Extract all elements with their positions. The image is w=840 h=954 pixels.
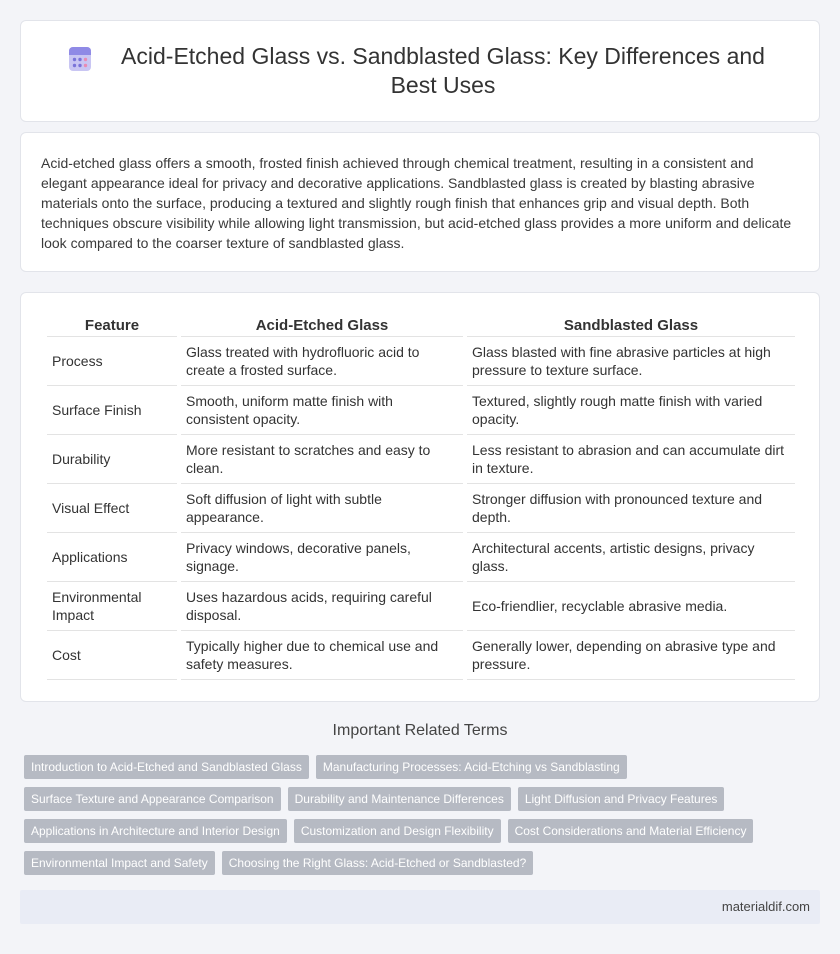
table-row — [47, 386, 795, 435]
intro-paragraph: Acid-etched glass offers a smooth, frosted finish achieved through chemical treatment, resulting in a consistent and elegant appearance ideal for privacy and decorative applications. Sandblasted glass is created by blasting abrasive materials onto the surface, producing a textured and slightly rough finish that enhances grip and visual depth. Both techniques obscure visibility while allowing light transmission, but acid-etched glass provides a more uniform and delicate look compared to the coarser texture of sandblasted glass. — [41, 155, 792, 251]
feature-cell: Cost — [47, 631, 177, 680]
related-term-tag[interactable]: Customization and Design Flexibility — [294, 819, 501, 843]
related-term-tag[interactable]: Surface Texture and Appearance Comparison — [24, 787, 281, 811]
header — [21, 21, 819, 121]
acid-etched-cell: Typically higher due to chemical use and safety measures. — [181, 631, 463, 680]
header-card — [20, 20, 820, 122]
page-title: Acid-Etched Glass vs. Sandblasted Glass: Key Differences and Best Uses — [121, 43, 765, 98]
column-header-sandblasted: Sandblasted Glass — [467, 313, 795, 337]
tag-row — [24, 787, 804, 811]
column-header-feature: Feature — [47, 313, 177, 337]
related-term-tag[interactable]: Choosing the Right Glass: Acid-Etched or Sandblasted? — [222, 851, 534, 875]
related-terms-tags — [24, 755, 804, 883]
acid-etched-cell: More resistant to scratches and easy to clean. — [181, 435, 463, 484]
feature-cell: Durability — [47, 435, 177, 484]
acid-etched-cell: Privacy windows, decorative panels, signage. — [181, 533, 463, 582]
sandblasted-cell: Stronger diffusion with pronounced texture and depth. — [467, 484, 795, 533]
table-row — [47, 435, 795, 484]
related-term-tag[interactable]: Environmental Impact and Safety — [24, 851, 215, 875]
feature-cell: Surface Finish — [47, 386, 177, 435]
tag-row — [24, 755, 804, 779]
sandblasted-cell: Glass blasted with fine abrasive particles at high pressure to texture surface. — [467, 337, 795, 386]
footer — [20, 890, 820, 924]
calculator-icon — [67, 46, 93, 72]
related-term-tag[interactable]: Introduction to Acid-Etched and Sandblasted Glass — [24, 755, 309, 779]
feature-cell: Applications — [47, 533, 177, 582]
sandblasted-cell: Eco-friendlier, recyclable abrasive media. — [467, 582, 795, 631]
related-term-tag[interactable]: Applications in Architecture and Interior Design — [24, 819, 287, 843]
column-header-acid-etched: Acid-Etched Glass — [181, 313, 463, 337]
table-row — [47, 484, 795, 533]
feature-cell: Process — [47, 337, 177, 386]
sandblasted-cell: Textured, slightly rough matte finish with varied opacity. — [467, 386, 795, 435]
related-terms-heading: Important Related Terms — [332, 722, 508, 739]
feature-cell: Environmental Impact — [47, 582, 177, 631]
comparison-card — [20, 292, 820, 702]
related-term-tag[interactable]: Cost Considerations and Material Efficiency — [508, 819, 754, 843]
sandblasted-cell: Generally lower, depending on abrasive type and pressure. — [467, 631, 795, 680]
footer-site-link[interactable]: materialdif.com — [721, 899, 810, 914]
intro-card — [20, 132, 820, 272]
tag-row — [24, 851, 804, 875]
acid-etched-cell: Smooth, uniform matte finish with consistent opacity. — [181, 386, 463, 435]
related-term-tag[interactable]: Durability and Maintenance Differences — [288, 787, 511, 811]
feature-cell: Visual Effect — [47, 484, 177, 533]
table-row — [47, 533, 795, 582]
acid-etched-cell: Uses hazardous acids, requiring careful disposal. — [181, 582, 463, 631]
table-row — [47, 631, 795, 680]
table-row — [47, 582, 795, 631]
table-header-row — [47, 313, 795, 337]
table-row — [47, 337, 795, 386]
comparison-table — [43, 313, 799, 680]
title-wrap — [67, 42, 773, 100]
related-term-tag[interactable]: Manufacturing Processes: Acid-Etching vs Sandblasting — [316, 755, 627, 779]
tag-row — [24, 819, 804, 843]
acid-etched-cell: Glass treated with hydrofluoric acid to create a frosted surface. — [181, 337, 463, 386]
related-term-tag[interactable]: Light Diffusion and Privacy Features — [518, 787, 725, 811]
sandblasted-cell: Less resistant to abrasion and can accumulate dirt in texture. — [467, 435, 795, 484]
sandblasted-cell: Architectural accents, artistic designs, privacy glass. — [467, 533, 795, 582]
acid-etched-cell: Soft diffusion of light with subtle appearance. — [181, 484, 463, 533]
